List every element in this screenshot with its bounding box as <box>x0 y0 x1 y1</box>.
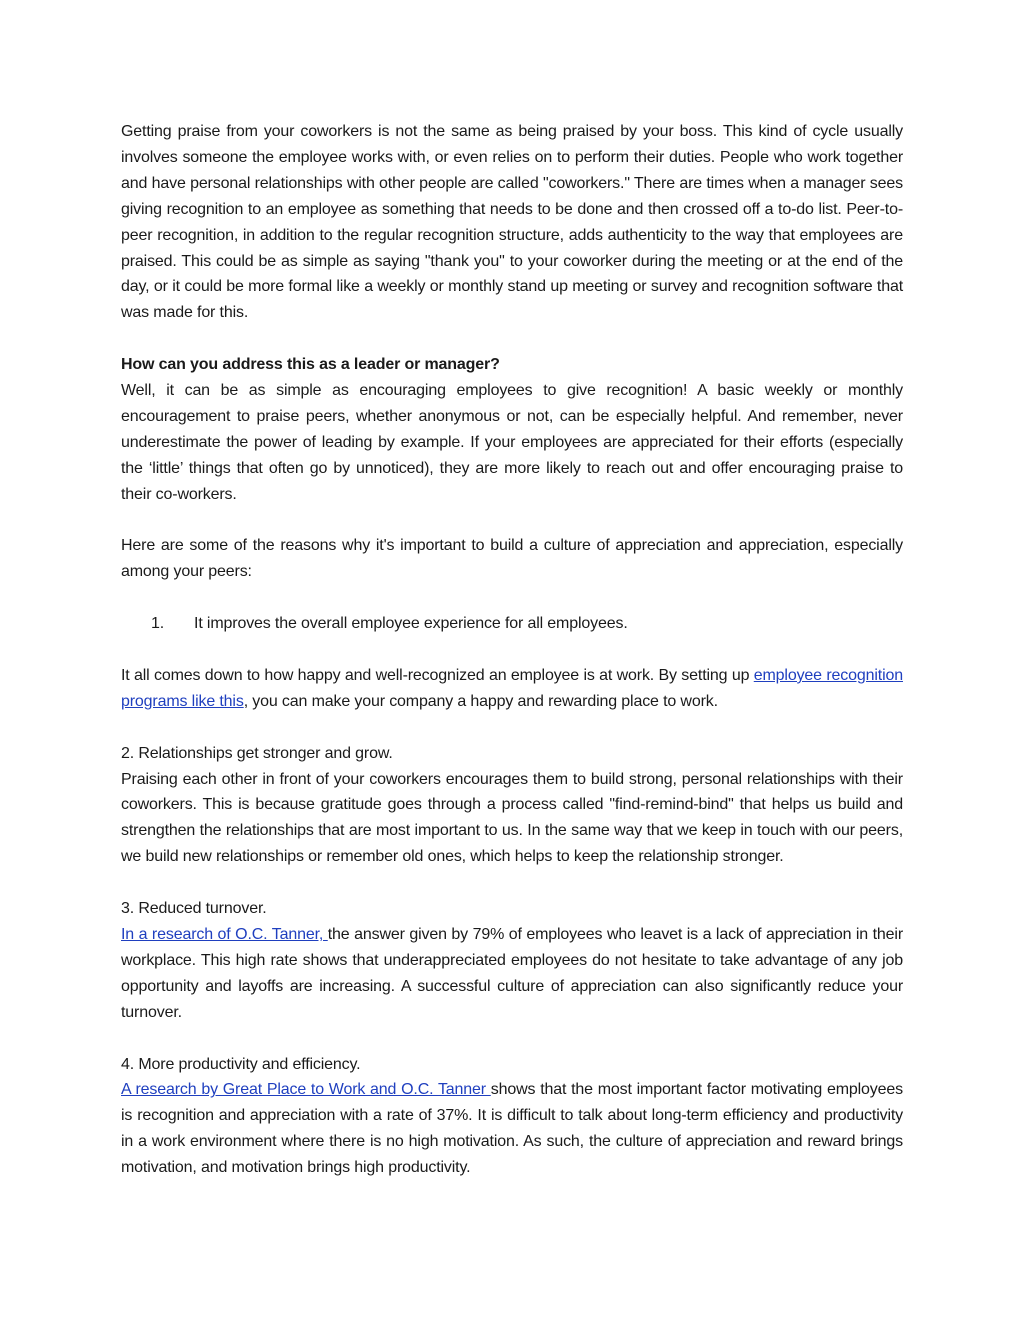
reason2-paragraph: Praising each other in front of your coworkers encourages them to build strong, personal relationships with their coworkers. This is because gratitude goes through a process called "find-remind-bind" that helps us build and strengthen the relationships that are most important to us. In the same way that we keep in touch with our peers, we build new relationships or remember old ones, which helps to keep the relationship stronger. <box>121 770 903 866</box>
reason3-title: 3. Reduced turnover. <box>121 900 267 918</box>
reason3-paragraph <box>121 922 903 1026</box>
reason1-paragraph <box>121 663 903 715</box>
reason1-text-before: It all comes down to how happy and well-recognized an employee is at work. By setting up <box>121 666 754 684</box>
reason1-text-after: , you can make your company a happy and rewarding place to work. <box>243 692 718 710</box>
intro-paragraph: Getting praise from your coworkers is not the same as being praised by your boss. This kind of cycle usually involves someone the employee works with, or even relies on to perform their duties. People who work together and have personal relationships with other people are called "coworkers." There are times when a manager sees giving recognition to an employee as something that needs to be done and then crossed off a to-do list. Peer-to-peer recognition, in addition to the regular recognition structure, adds authenticity to the way that employees are praised. This could be as simple as saying "thank you" to your coworker during the meeting or at the end of the day, or it could be more formal like a weekly or monthly stand up meeting or survey and recognition software that was made for this. <box>121 123 903 322</box>
list-item-number: 1. <box>151 615 165 633</box>
reasons-intro-paragraph: Here are some of the reasons why it's important to build a culture of appreciation and appreciation, especially among your peers: <box>121 537 903 581</box>
list-item <box>121 611 903 637</box>
reason3-text-after: the answer given by 79% of employees who leavet is a lack of appreciation in their workplace. This high rate shows that underappreciated employees do not hesitate to take advantage of any job opportunity and layoffs are increasing. A successful culture of appreciation can also significantly reduce your turnover. <box>121 926 903 1021</box>
section-heading-leader: How can you address this as a leader or manager? <box>121 356 500 374</box>
list-item-text: It improves the overall employee experience for all employees. <box>194 615 628 633</box>
reasons-list <box>121 611 903 637</box>
reason4-paragraph <box>121 1077 903 1181</box>
reason4-text-after: shows that the most important factor motivating employees is recognition and appreciation with a rate of 37%. It is difficult to talk about long-term efficiency and productivity in a work environment where there is no high motivation. As such, the culture of appreciation and reward brings motivation, and motivation brings high productivity. <box>121 1081 903 1177</box>
leader-paragraph: Well, it can be as simple as encouraging employees to give recognition! A basic weekly or monthly encouragement to praise peers, whether anonymous or not, can be especially helpful. And remember, never underestimate the power of leading by example. If your employees are appreciated for their efforts (especially the ‘little’ things that often go by unnoticed), they are more likely to reach out and offer encouraging praise to their co-workers. <box>121 382 903 503</box>
document-page <box>121 119 903 1207</box>
reason4-title: 4. More productivity and efficiency. <box>121 1055 361 1073</box>
oc-tanner-research-link[interactable]: In a research of O.C. Tanner, <box>121 926 328 943</box>
employee-recognition-programs-link[interactable]: employee recognition programs like this <box>121 666 903 710</box>
great-place-to-work-research-link[interactable]: A research by Great Place to Work and O.C. Tanner <box>121 1081 491 1099</box>
reason2-title: 2. Relationships get stronger and grow. <box>121 744 393 762</box>
